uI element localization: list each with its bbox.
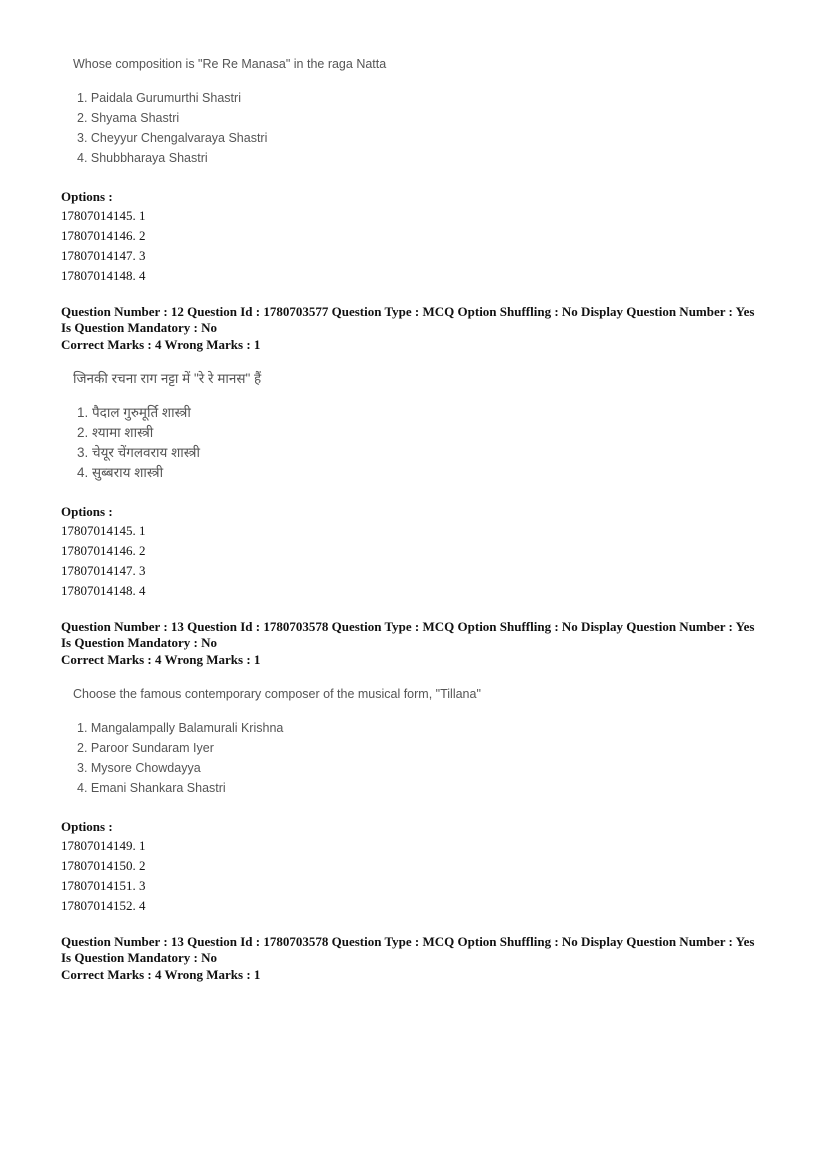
- option-line: 17807014146. 2: [61, 228, 146, 243]
- choice-item: 2. श्यामा शास्त्री: [77, 425, 154, 440]
- choice-list: [73, 403, 781, 483]
- question-header: [61, 619, 781, 651]
- question-text: जिनकी रचना राग नट्टा में "रे रे मानस" हैं: [73, 371, 262, 386]
- option-line: 17807014148. 4: [61, 268, 146, 283]
- option-line: 17807014145. 1: [61, 208, 146, 223]
- choice-item: 3. चेयूर चेंगलवराय शास्त्री: [77, 445, 200, 460]
- option-line: 17807014145. 1: [61, 523, 146, 538]
- options-label: Options :: [61, 819, 113, 834]
- options-label: Options :: [61, 504, 113, 519]
- marks-line: Correct Marks : 4 Wrong Marks : 1: [61, 652, 261, 667]
- question-text: Whose composition is "Re Re Manasa" in the raga Natta: [73, 57, 387, 71]
- option-line: 17807014148. 4: [61, 583, 146, 598]
- question-image: [61, 370, 781, 483]
- choice-item: 1. Paidala Gurumurthi Shastri: [77, 91, 241, 105]
- choice-item: 2. Shyama Shastri: [77, 111, 180, 125]
- option-line: 17807014147. 3: [61, 563, 146, 578]
- choice-item: 3. Cheyyur Chengalvaraya Shastri: [77, 131, 268, 145]
- question-mandatory: Is Question Mandatory : No: [61, 635, 218, 650]
- option-line: 17807014147. 3: [61, 248, 146, 263]
- choice-item: 2. Paroor Sundaram Iyer: [77, 741, 214, 755]
- choice-item: 1. पैदाल गुरुमूर्ति शास्त्री: [77, 405, 191, 420]
- option-line: 17807014150. 2: [61, 858, 146, 873]
- choice-item: 3. Mysore Chowdayya: [77, 761, 201, 775]
- question-text: Choose the famous contemporary composer of the musical form, "Tillana": [73, 687, 481, 701]
- question-header: [61, 934, 781, 966]
- question-mandatory: Is Question Mandatory : No: [61, 320, 218, 335]
- choice-item: 4. सुब्बराय शास्त्री: [77, 465, 164, 480]
- question-meta: Question Number : 13 Question Id : 1780703578 Question Type : MCQ Option Shuffling : No Display Question Number : Yes: [61, 934, 755, 949]
- choice-item: 4. Shubbharaya Shastri: [77, 151, 208, 165]
- option-line: 17807014146. 2: [61, 543, 146, 558]
- question-meta: Question Number : 12 Question Id : 1780703577 Question Type : MCQ Option Shuffling : No Display Question Number : Yes: [61, 304, 755, 319]
- marks-line: Correct Marks : 4 Wrong Marks : 1: [61, 967, 261, 982]
- question-mandatory: Is Question Mandatory : No: [61, 950, 218, 965]
- choice-item: 1. Mangalampally Balamurali Krishna: [77, 721, 284, 735]
- choice-list: [73, 718, 781, 798]
- question-image: [61, 685, 781, 798]
- option-line: 17807014149. 1: [61, 838, 146, 853]
- option-line: 17807014151. 3: [61, 878, 146, 893]
- choice-item: 4. Emani Shankara Shastri: [77, 781, 226, 795]
- question-header: [61, 304, 781, 336]
- option-line: 17807014152. 4: [61, 898, 146, 913]
- document-page: [61, 0, 781, 984]
- marks-line: Correct Marks : 4 Wrong Marks : 1: [61, 337, 261, 352]
- choice-list: [73, 88, 781, 168]
- question-meta: Question Number : 13 Question Id : 1780703578 Question Type : MCQ Option Shuffling : No Display Question Number : Yes: [61, 619, 755, 634]
- question-image: [61, 55, 781, 168]
- options-label: Options :: [61, 189, 113, 204]
